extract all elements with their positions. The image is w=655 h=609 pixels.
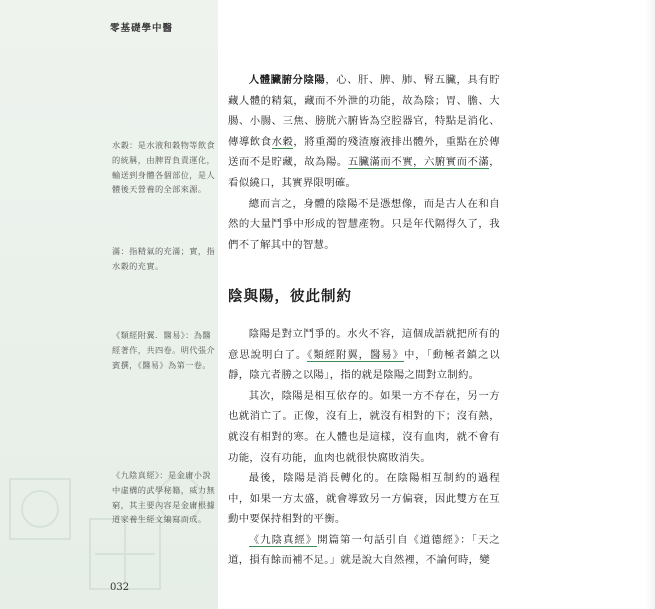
note-full: 滿：指精氣的充滿；實，指水穀的充實。: [112, 246, 216, 271]
main-text: [228, 70, 500, 571]
paragraph-interdependence: 其次，陰陽是相互依存的。如果一方不存在，另一方也就消亡了。正像，沒有上，就沒有相對的下；沒有熱，就沒有相對的寒。在人體也是這樣，沒有血肉，就不會有功能，沒有功能，血肉也就很快腐敗消失。: [228, 389, 500, 464]
lead-phrase: 人體臟腑分陰陽: [248, 74, 326, 86]
note-jiuyin: 《九陰真經》：是金庸小說中虛構的武學秘籍，威力無窮，其主要內容是金庸根據道家養生經文編寫而成。: [112, 470, 216, 525]
note-leijing: 《類經附翼．醫易》：為醫經著作，共四卷。明代張介賓撰，《醫易》為第一卷。: [112, 330, 216, 370]
note-water-grain: 水穀：是水液和穀物等飲食的統稱，由脾胃負責運化，輸送到身體各個部位，是人體後天營養的全部來源。: [112, 140, 216, 195]
page-number: 032: [110, 582, 130, 593]
paragraph-opposition: [228, 324, 500, 386]
term-full-not-solid: 五臟滿而不實，六腑實而不滿: [347, 156, 490, 169]
book-title-jiuyin: 《九陰真經》: [248, 533, 318, 546]
term-water-grain: 水穀: [271, 135, 294, 148]
text-span: ，看似繞口，其實界限明確。: [228, 156, 500, 189]
text-span: ，將重濁的殘渣廢液排出體外，重點在於傳送而不是貯藏，故為陽。: [228, 135, 501, 169]
text-span: ，心、肝、脾、肺、腎五臟，具有貯藏人體的精氣，藏而不外泄的功能，故為陰；胃、膽、大腸、小腸、三焦、膀胱六腑皆為空腔器官，特點是消化、傳導飲食: [228, 74, 500, 148]
paragraph-organs: [228, 70, 500, 194]
text-span: 中，「動極者鎮之以靜，陰亢者勝之以陽」，指的就是陰陽之間對立制約。: [228, 348, 500, 382]
page-edge-shadow: [645, 0, 655, 609]
text-span: 開篇第一句話引自《道德經》：「天之道，損有餘而補不足。」就是說大自然裡，不論何時，變: [228, 533, 500, 567]
text-span: 陰陽是對立鬥爭的。水火不容，這個成語就把所有的意思說明白了。: [228, 327, 500, 361]
paragraph-jiuyin: [228, 530, 500, 571]
section-heading: 陰與陽，彼此制約: [228, 288, 352, 306]
running-header: 零基礎學中醫: [110, 23, 174, 34]
paragraph-summary: 總而言之，身體的陰陽不是憑想像，而是古人在和自然的大量鬥爭中形成的智慧產物。只是年代隔得久了，我們不了解其中的智慧。: [228, 197, 500, 251]
paragraph-transformation: 最後，陰陽是消長轉化的。在陰陽相互制約的過程中，如果一方太盛，就會導致另一方偏衰，因此雙方在互動中要保持相對的平衡。: [228, 472, 500, 526]
book-title-leijing: 《類經附翼，醫易》: [307, 348, 404, 361]
